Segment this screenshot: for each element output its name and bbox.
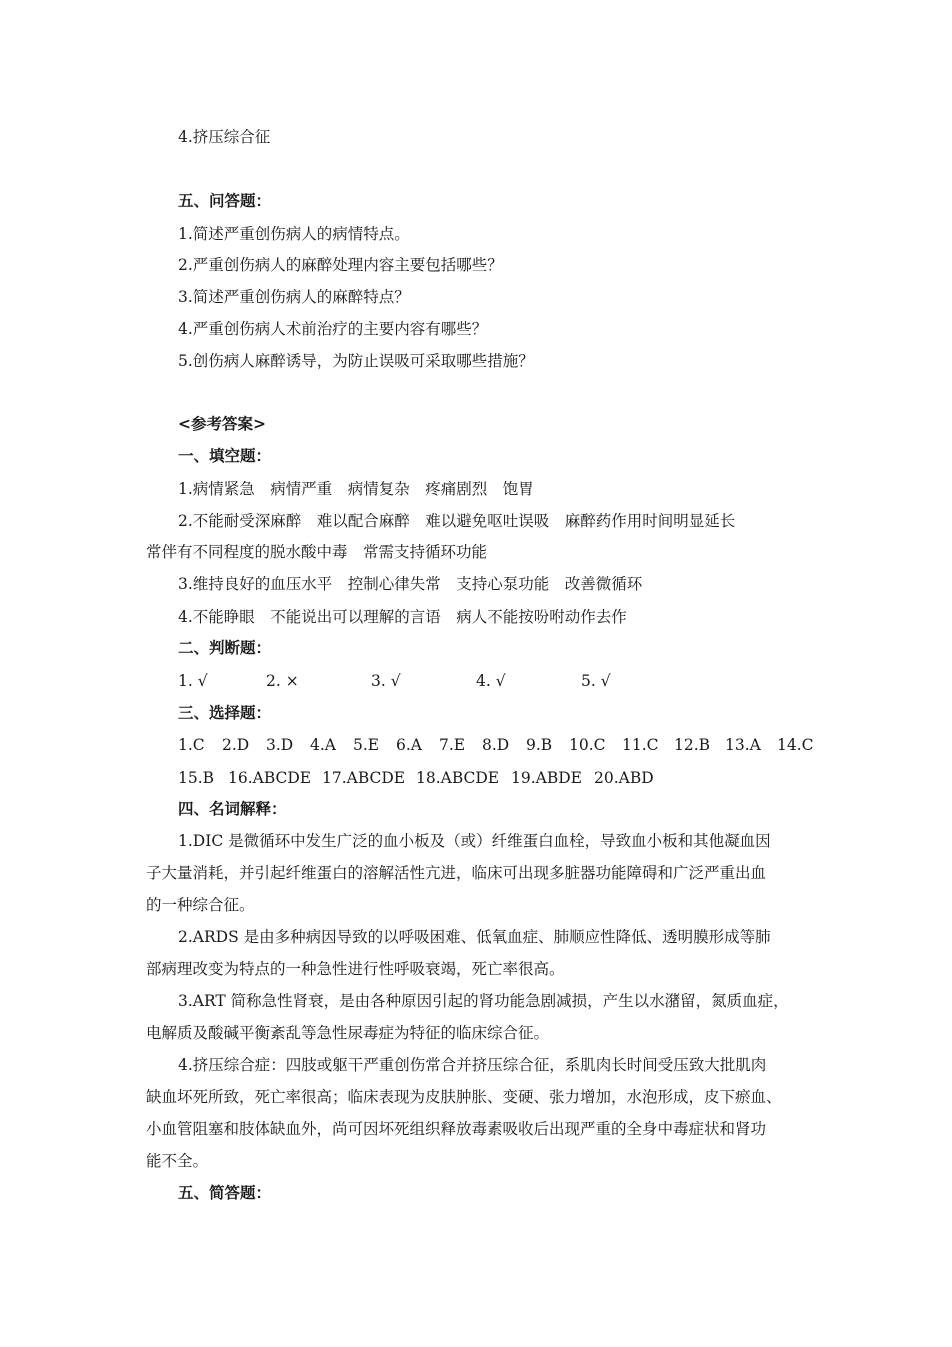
term-paragraph-line: 3.ART 简称急性肾衰，是由各种原因引起的肾功能急剧减损，产生以水潴留，氮质血症， [178, 992, 789, 1010]
true-false-answer: 3. √ [371, 672, 401, 690]
true-false-heading: 二、判断题： [178, 638, 272, 657]
term-paragraph-line: 2.ARDS 是由多种病因导致的以呼吸困难、低氧血症、肺顺应性降低、透明膜形成等肺 [178, 928, 771, 946]
choice-answer: 13.A [725, 736, 761, 754]
choice-answer: 18.ABCDE [416, 769, 500, 787]
true-false-answer: 4. √ [476, 672, 506, 690]
choice-answer: 7.E [439, 736, 466, 754]
term-paragraph-line: 缺血坏死所致，死亡率很高；临床表现为皮肤肿胀、变硬、张力增加，水泡形成，皮下瘀血、 [146, 1088, 782, 1106]
choice-answer: 3.D [266, 736, 294, 754]
question-item: 4.严重创伤病人术前治疗的主要内容有哪些？ [178, 320, 488, 338]
choice-answer: 1.C [178, 736, 205, 754]
term-paragraph-line: 的一种综合征。 [146, 896, 255, 914]
fill-blank-answer-4: 4.不能睁眼 不能说出可以理解的言语 病人不能按吩咐动作去作 [178, 608, 627, 626]
choice-heading: 三、选择题： [178, 703, 272, 722]
choice-answer: 6.A [396, 736, 422, 754]
terms-heading: 四、名词解释： [178, 799, 287, 818]
choice-answer: 16.ABCDE [228, 769, 312, 787]
choice-answer: 12.B [674, 736, 711, 754]
fill-blank-heading: 一、填空题： [178, 446, 272, 465]
choice-answer: 9.B [526, 736, 553, 754]
question-item: 1.简述严重创伤病人的病情特点。 [178, 225, 410, 243]
choice-answer: 19.ABDE [511, 769, 582, 787]
term-paragraph-line: 4.挤压综合症：四肢或躯干严重创伤常合并挤压综合征，系肌肉长时间受压致大批肌肉 [178, 1056, 767, 1074]
term-paragraph-line: 子大量消耗，并引起纤维蛋白的溶解活性亢进，临床可出现多脏器功能障碍和广泛严重出血 [146, 864, 767, 882]
fill-blank-answer-2: 2.不能耐受深麻醉 难以配合麻醉 难以避免呕吐误吸 麻醉药作用时间明显延长 [178, 512, 736, 530]
term-paragraph-line: 1.DIC 是微循环中发生广泛的血小板及（或）纤维蛋白血栓，导致血小板和其他凝血因 [178, 832, 771, 850]
fill-blank-answer-3: 3.维持良好的血压水平 控制心律失常 支持心泵功能 改善微循环 [178, 575, 643, 593]
question-item: 5.创伤病人麻醉诱导，为防止误吸可采取哪些措施？ [178, 352, 534, 370]
choice-answer: 11.C [622, 736, 659, 754]
questions-heading: 五、问答题： [178, 191, 272, 210]
fill-blank-answer-1: 1.病情紧急 病情严重 病情复杂 疼痛剧烈 饱胃 [178, 480, 534, 498]
choice-answer: 10.C [569, 736, 606, 754]
choice-answer: 4.A [310, 736, 336, 754]
choice-answer: 17.ABCDE [322, 769, 406, 787]
true-false-answer: 1. √ [178, 672, 208, 690]
fill-blank-answer-2-cont: 常伴有不同程度的脱水酸中毒 常需支持循环功能 [146, 543, 488, 561]
choice-answer: 5.E [353, 736, 380, 754]
choice-answer: 14.C [777, 736, 814, 754]
short-answer-heading: 五、简答题： [178, 1183, 272, 1202]
term-paragraph-line: 小血管阻塞和肢体缺血外，尚可因坏死组织释放毒素吸收后出现严重的全身中毒症状和肾功 [146, 1120, 767, 1138]
term-paragraph-line: 电解质及酸碱平衡紊乱等急性尿毒症为特征的临床综合征。 [146, 1024, 550, 1042]
question-item: 2.严重创伤病人的麻醉处理内容主要包括哪些？ [178, 256, 503, 274]
choice-answer: 20.ABD [594, 769, 654, 787]
term-item-4: 4.挤压综合征 [178, 128, 271, 146]
true-false-answer: 5. √ [581, 672, 611, 690]
term-paragraph-line: 能不全。 [146, 1152, 209, 1170]
answers-title: <参考答案> [178, 414, 266, 433]
choice-answer: 8.D [482, 736, 510, 754]
choice-answer: 15.B [178, 769, 215, 787]
choice-answer: 2.D [222, 736, 250, 754]
term-paragraph-line: 部病理改变为特点的一种急性进行性呼吸衰竭，死亡率很高。 [146, 960, 565, 978]
true-false-answer: 2. × [266, 672, 299, 690]
question-item: 3.简述严重创伤病人的麻醉特点？ [178, 288, 410, 306]
